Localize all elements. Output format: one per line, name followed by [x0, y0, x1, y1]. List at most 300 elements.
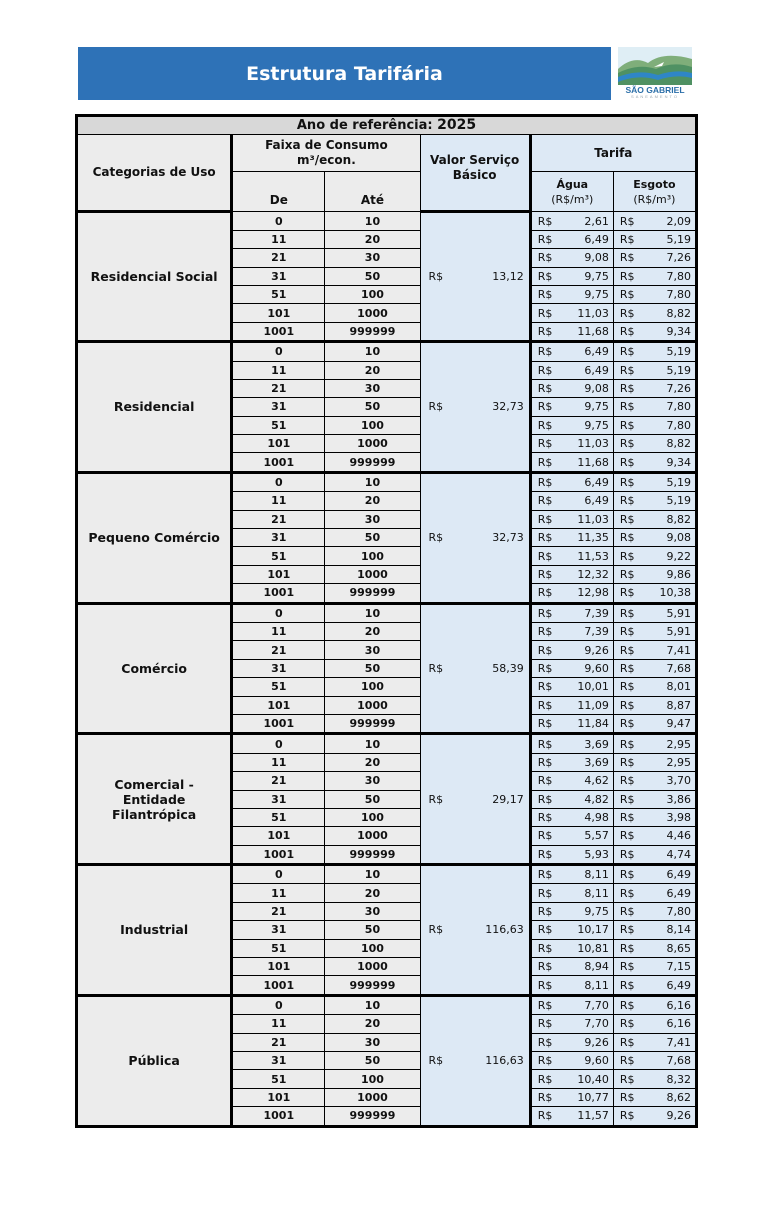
water-tariff — [530, 772, 613, 790]
currency-symbol: R$ — [537, 717, 553, 731]
range-to: 50 — [325, 267, 420, 285]
water-amount: 3,69 — [584, 755, 609, 769]
currency-symbol: R$ — [619, 306, 635, 320]
water-tariff — [530, 565, 613, 583]
range-from: 51 — [232, 678, 325, 696]
range-to: 50 — [325, 921, 420, 939]
currency-symbol: R$ — [619, 251, 635, 265]
range-from: 101 — [232, 958, 325, 976]
water-amount: 8,94 — [584, 960, 609, 974]
sewer-amount: 2,95 — [666, 755, 691, 769]
water-tariff — [530, 472, 613, 491]
water-amount: 8,11 — [584, 978, 609, 992]
range-to: 1000 — [325, 827, 420, 845]
sewer-amount: 5,19 — [666, 476, 691, 490]
currency-symbol: R$ — [619, 755, 635, 769]
currency-symbol: R$ — [537, 549, 553, 563]
logo-name: SÃO GABRIEL — [625, 85, 685, 95]
range-to: 20 — [325, 230, 420, 248]
currency-symbol: R$ — [619, 905, 635, 919]
sewer-tariff — [613, 902, 696, 920]
sewer-tariff — [613, 584, 696, 603]
sewer-amount: 8,82 — [666, 306, 691, 320]
sewer-amount: 7,41 — [666, 1035, 691, 1049]
water-amount: 11,68 — [577, 324, 609, 338]
range-to: 999999 — [325, 584, 420, 603]
currency-symbol: R$ — [537, 774, 553, 788]
sewer-amount: 7,26 — [666, 382, 691, 396]
range-from: 0 — [232, 212, 325, 230]
currency-symbol: R$ — [428, 923, 444, 937]
currency-symbol: R$ — [537, 886, 553, 900]
sewer-amount: 3,86 — [666, 792, 691, 806]
sewer-tariff — [613, 416, 696, 434]
water-tariff — [530, 902, 613, 920]
currency-symbol: R$ — [619, 978, 635, 992]
range-to: 100 — [325, 939, 420, 957]
sewer-tariff — [613, 1088, 696, 1106]
water-tariff — [530, 939, 613, 957]
range-from: 1001 — [232, 1107, 325, 1126]
range-to: 1000 — [325, 304, 420, 322]
currency-symbol: R$ — [619, 737, 635, 751]
currency-symbol: R$ — [428, 270, 444, 284]
water-amount: 11,57 — [577, 1109, 609, 1123]
sewer-tariff — [613, 1033, 696, 1051]
water-amount: 9,75 — [584, 905, 609, 919]
water-amount: 11,53 — [577, 549, 609, 563]
currency-symbol: R$ — [619, 868, 635, 882]
landscape-river-icon — [618, 47, 692, 85]
sewer-amount: 7,80 — [666, 288, 691, 302]
reference-year-value: 2025 — [437, 117, 477, 134]
category-name: Residencial — [77, 342, 232, 473]
sewer-amount: 8,87 — [666, 698, 691, 712]
range-to: 30 — [325, 902, 420, 920]
water-tariff — [530, 790, 613, 808]
water-amount: 4,62 — [584, 774, 609, 788]
currency-symbol: R$ — [428, 531, 444, 545]
sewer-tariff — [613, 734, 696, 753]
currency-symbol: R$ — [619, 625, 635, 639]
sewer-amount: 9,47 — [666, 717, 691, 731]
water-tariff — [530, 342, 613, 361]
basic-service-amount: 58,39 — [492, 661, 524, 675]
currency-symbol: R$ — [619, 494, 635, 508]
range-from: 101 — [232, 435, 325, 453]
category-name: Residencial Social — [77, 212, 232, 342]
range-to: 999999 — [325, 322, 420, 341]
currency-symbol: R$ — [619, 941, 635, 955]
currency-symbol: R$ — [537, 1017, 553, 1031]
range-to: 20 — [325, 884, 420, 902]
header-tariff: Tarifa — [530, 135, 696, 172]
sewer-tariff — [613, 230, 696, 248]
sewer-amount: 2,09 — [666, 214, 691, 228]
water-tariff — [530, 714, 613, 733]
range-to: 10 — [325, 995, 420, 1014]
currency-symbol: R$ — [537, 455, 553, 469]
basic-service-value — [420, 212, 530, 342]
currency-symbol: R$ — [537, 1035, 553, 1049]
tariff-row — [77, 212, 697, 230]
sewer-amount: 5,19 — [666, 232, 691, 246]
range-to: 20 — [325, 492, 420, 510]
currency-symbol: R$ — [619, 1054, 635, 1068]
range-to: 10 — [325, 342, 420, 361]
sewer-amount: 7,41 — [666, 643, 691, 657]
currency-symbol: R$ — [537, 494, 553, 508]
currency-symbol: R$ — [619, 269, 635, 283]
basic-service-value — [420, 342, 530, 473]
sewer-tariff — [613, 361, 696, 379]
currency-symbol: R$ — [537, 418, 553, 432]
sewer-tariff — [613, 845, 696, 864]
currency-symbol: R$ — [537, 941, 553, 955]
range-to: 100 — [325, 1070, 420, 1088]
currency-symbol: R$ — [619, 455, 635, 469]
range-from: 11 — [232, 492, 325, 510]
currency-symbol: R$ — [537, 476, 553, 490]
currency-symbol: R$ — [619, 1090, 635, 1104]
basic-service-amount: 13,12 — [492, 270, 524, 284]
water-tariff — [530, 361, 613, 379]
water-tariff — [530, 1051, 613, 1069]
water-tariff — [530, 808, 613, 826]
water-amount: 9,75 — [584, 288, 609, 302]
sewer-amount: 6,16 — [666, 998, 691, 1012]
water-amount: 9,08 — [584, 382, 609, 396]
currency-symbol: R$ — [537, 363, 553, 377]
sewer-amount: 8,82 — [666, 512, 691, 526]
sewer-tariff — [613, 1051, 696, 1069]
header-to: Até — [325, 172, 420, 212]
sewer-tariff — [613, 1070, 696, 1088]
range-to: 50 — [325, 659, 420, 677]
range-to: 999999 — [325, 976, 420, 995]
range-to: 30 — [325, 772, 420, 790]
sewer-amount: 8,82 — [666, 437, 691, 451]
range-from: 21 — [232, 510, 325, 528]
currency-symbol: R$ — [537, 643, 553, 657]
water-amount: 10,01 — [577, 680, 609, 694]
sewer-tariff — [613, 808, 696, 826]
currency-symbol: R$ — [619, 476, 635, 490]
water-tariff — [530, 865, 613, 884]
range-from: 31 — [232, 790, 325, 808]
range-to: 20 — [325, 622, 420, 640]
currency-symbol: R$ — [619, 586, 635, 600]
range-from: 1001 — [232, 976, 325, 995]
sewer-amount: 5,19 — [666, 345, 691, 359]
sewer-tariff — [613, 379, 696, 397]
basic-service-amount: 32,73 — [492, 531, 524, 545]
tariff-table — [75, 114, 698, 1128]
sewer-tariff — [613, 790, 696, 808]
water-amount: 6,49 — [584, 476, 609, 490]
currency-symbol: R$ — [537, 625, 553, 639]
sewer-amount: 5,91 — [666, 625, 691, 639]
currency-symbol: R$ — [537, 382, 553, 396]
currency-symbol: R$ — [619, 400, 635, 414]
range-from: 51 — [232, 285, 325, 303]
water-tariff — [530, 845, 613, 864]
sewer-amount: 8,32 — [666, 1072, 691, 1086]
sewer-amount: 10,38 — [659, 586, 691, 600]
range-from: 11 — [232, 230, 325, 248]
header-sewer: Esgoto (R$/m³) — [613, 172, 696, 212]
range-to: 1000 — [325, 565, 420, 583]
sewer-tariff — [613, 1015, 696, 1033]
category-name: Comércio — [77, 603, 232, 734]
water-tariff — [530, 285, 613, 303]
header-from: De — [232, 172, 325, 212]
sewer-amount: 7,80 — [666, 269, 691, 283]
range-from: 1001 — [232, 584, 325, 603]
water-tariff — [530, 622, 613, 640]
water-amount: 3,69 — [584, 737, 609, 751]
currency-symbol: R$ — [537, 531, 553, 545]
water-tariff — [530, 435, 613, 453]
range-to: 999999 — [325, 714, 420, 733]
sewer-amount: 7,80 — [666, 905, 691, 919]
water-tariff — [530, 267, 613, 285]
range-to: 10 — [325, 212, 420, 230]
range-to: 100 — [325, 547, 420, 565]
page-title: Estrutura Tarifária — [246, 62, 443, 85]
currency-symbol: R$ — [537, 232, 553, 246]
sewer-tariff — [613, 510, 696, 528]
range-from: 31 — [232, 398, 325, 416]
water-tariff — [530, 230, 613, 248]
currency-symbol: R$ — [537, 755, 553, 769]
water-tariff — [530, 510, 613, 528]
range-to: 30 — [325, 379, 420, 397]
currency-symbol: R$ — [619, 363, 635, 377]
sewer-amount: 9,08 — [666, 531, 691, 545]
sewer-tariff — [613, 921, 696, 939]
range-from: 0 — [232, 603, 325, 622]
currency-symbol: R$ — [537, 306, 553, 320]
currency-symbol: R$ — [537, 680, 553, 694]
range-to: 50 — [325, 398, 420, 416]
water-tariff — [530, 1088, 613, 1106]
currency-symbol: R$ — [619, 661, 635, 675]
sewer-amount: 6,49 — [666, 978, 691, 992]
sewer-amount: 9,34 — [666, 324, 691, 338]
currency-symbol: R$ — [537, 288, 553, 302]
sewer-tariff — [613, 453, 696, 472]
sewer-tariff — [613, 322, 696, 341]
range-from: 31 — [232, 267, 325, 285]
currency-symbol: R$ — [619, 643, 635, 657]
sewer-amount: 9,34 — [666, 455, 691, 469]
range-from: 21 — [232, 902, 325, 920]
water-amount: 6,49 — [584, 494, 609, 508]
range-from: 11 — [232, 361, 325, 379]
currency-symbol: R$ — [537, 568, 553, 581]
currency-symbol: R$ — [537, 214, 553, 228]
currency-symbol: R$ — [537, 960, 553, 974]
sewer-amount: 9,26 — [666, 1109, 691, 1123]
range-from: 21 — [232, 641, 325, 659]
currency-symbol: R$ — [537, 998, 553, 1012]
currency-symbol: R$ — [537, 586, 553, 600]
range-from: 21 — [232, 1033, 325, 1051]
water-amount: 9,26 — [584, 643, 609, 657]
water-tariff — [530, 659, 613, 677]
sewer-tariff — [613, 267, 696, 285]
water-tariff — [530, 1070, 613, 1088]
sewer-tariff — [613, 827, 696, 845]
sewer-amount: 7,80 — [666, 400, 691, 414]
water-tariff — [530, 734, 613, 753]
sewer-amount: 7,80 — [666, 418, 691, 432]
currency-symbol: R$ — [619, 418, 635, 432]
currency-symbol: R$ — [619, 886, 635, 900]
currency-symbol: R$ — [428, 661, 444, 675]
basic-service-value — [420, 995, 530, 1126]
range-from: 51 — [232, 547, 325, 565]
currency-symbol: R$ — [428, 400, 444, 414]
sewer-amount: 5,91 — [666, 606, 691, 620]
water-amount: 9,60 — [584, 661, 609, 675]
water-tariff — [530, 976, 613, 995]
range-from: 1001 — [232, 845, 325, 864]
water-tariff — [530, 322, 613, 341]
range-from: 0 — [232, 342, 325, 361]
currency-symbol: R$ — [619, 680, 635, 694]
basic-service-amount: 32,73 — [492, 400, 524, 414]
currency-symbol: R$ — [619, 382, 635, 396]
tariff-row — [77, 865, 697, 884]
water-amount: 7,70 — [584, 998, 609, 1012]
water-amount: 11,03 — [577, 306, 609, 320]
basic-service-value — [420, 603, 530, 734]
water-amount: 6,49 — [584, 345, 609, 359]
sewer-tariff — [613, 1107, 696, 1126]
currency-symbol: R$ — [619, 437, 635, 451]
basic-service-value — [420, 865, 530, 996]
currency-symbol: R$ — [619, 792, 635, 806]
currency-symbol: R$ — [619, 960, 635, 974]
currency-symbol: R$ — [537, 400, 553, 414]
range-to: 1000 — [325, 435, 420, 453]
sewer-tariff — [613, 565, 696, 583]
water-amount: 4,98 — [584, 811, 609, 825]
water-tariff — [530, 492, 613, 510]
currency-symbol: R$ — [619, 1017, 635, 1031]
sewer-amount: 6,49 — [666, 868, 691, 882]
water-tariff — [530, 304, 613, 322]
sewer-amount: 7,68 — [666, 661, 691, 675]
basic-service-amount: 29,17 — [492, 792, 524, 806]
water-tariff — [530, 884, 613, 902]
water-amount: 7,39 — [584, 625, 609, 639]
range-to: 1000 — [325, 958, 420, 976]
basic-service-value — [420, 734, 530, 865]
sewer-tariff — [613, 958, 696, 976]
water-amount: 10,81 — [577, 941, 609, 955]
water-amount: 11,03 — [577, 512, 609, 526]
range-to: 10 — [325, 603, 420, 622]
sewer-amount: 9,86 — [666, 568, 691, 581]
water-amount: 10,17 — [577, 923, 609, 937]
range-from: 31 — [232, 921, 325, 939]
water-amount: 9,75 — [584, 418, 609, 432]
range-from: 1001 — [232, 453, 325, 472]
water-tariff — [530, 212, 613, 230]
water-amount: 5,93 — [584, 847, 609, 861]
water-tariff — [530, 995, 613, 1014]
water-amount: 5,57 — [584, 829, 609, 843]
currency-symbol: R$ — [537, 1054, 553, 1068]
water-amount: 11,68 — [577, 455, 609, 469]
header-category: Categorias de Uso — [77, 135, 232, 212]
range-from: 31 — [232, 659, 325, 677]
currency-symbol: R$ — [619, 606, 635, 620]
range-from: 51 — [232, 939, 325, 957]
sewer-amount: 3,98 — [666, 811, 691, 825]
range-from: 21 — [232, 772, 325, 790]
range-from: 11 — [232, 884, 325, 902]
range-to: 50 — [325, 1051, 420, 1069]
currency-symbol: R$ — [619, 288, 635, 302]
water-amount: 11,03 — [577, 437, 609, 451]
currency-symbol: R$ — [537, 923, 553, 937]
range-from: 21 — [232, 379, 325, 397]
water-amount: 9,26 — [584, 1035, 609, 1049]
range-from: 11 — [232, 1015, 325, 1033]
sewer-tariff — [613, 492, 696, 510]
currency-symbol: R$ — [537, 437, 553, 451]
sewer-tariff — [613, 772, 696, 790]
water-tariff — [530, 603, 613, 622]
range-from: 0 — [232, 734, 325, 753]
water-tariff — [530, 453, 613, 472]
sewer-amount: 4,46 — [666, 829, 691, 843]
sewer-tariff — [613, 212, 696, 230]
sewer-amount: 8,65 — [666, 941, 691, 955]
basic-service-amount: 116,63 — [485, 1054, 524, 1068]
range-from: 0 — [232, 865, 325, 884]
sewer-tariff — [613, 398, 696, 416]
category-name: Comercial - Entidade Filantrópica — [77, 734, 232, 865]
water-tariff — [530, 921, 613, 939]
sewer-tariff — [613, 884, 696, 902]
currency-symbol: R$ — [619, 1109, 635, 1123]
water-amount: 7,39 — [584, 606, 609, 620]
sewer-amount: 7,15 — [666, 960, 691, 974]
range-from: 1001 — [232, 714, 325, 733]
currency-symbol: R$ — [619, 531, 635, 545]
range-from: 51 — [232, 1070, 325, 1088]
sewer-tariff — [613, 641, 696, 659]
currency-symbol: R$ — [537, 847, 553, 861]
sewer-tariff — [613, 678, 696, 696]
tariff-row — [77, 472, 697, 491]
currency-symbol: R$ — [619, 512, 635, 526]
range-to: 100 — [325, 416, 420, 434]
currency-symbol: R$ — [619, 568, 635, 581]
range-from: 101 — [232, 827, 325, 845]
range-to: 30 — [325, 1033, 420, 1051]
header-basic-service: Valor Serviço Básico — [420, 135, 530, 212]
water-amount: 4,82 — [584, 792, 609, 806]
range-to: 20 — [325, 1015, 420, 1033]
category-name: Pública — [77, 995, 232, 1126]
currency-symbol: R$ — [537, 698, 553, 712]
